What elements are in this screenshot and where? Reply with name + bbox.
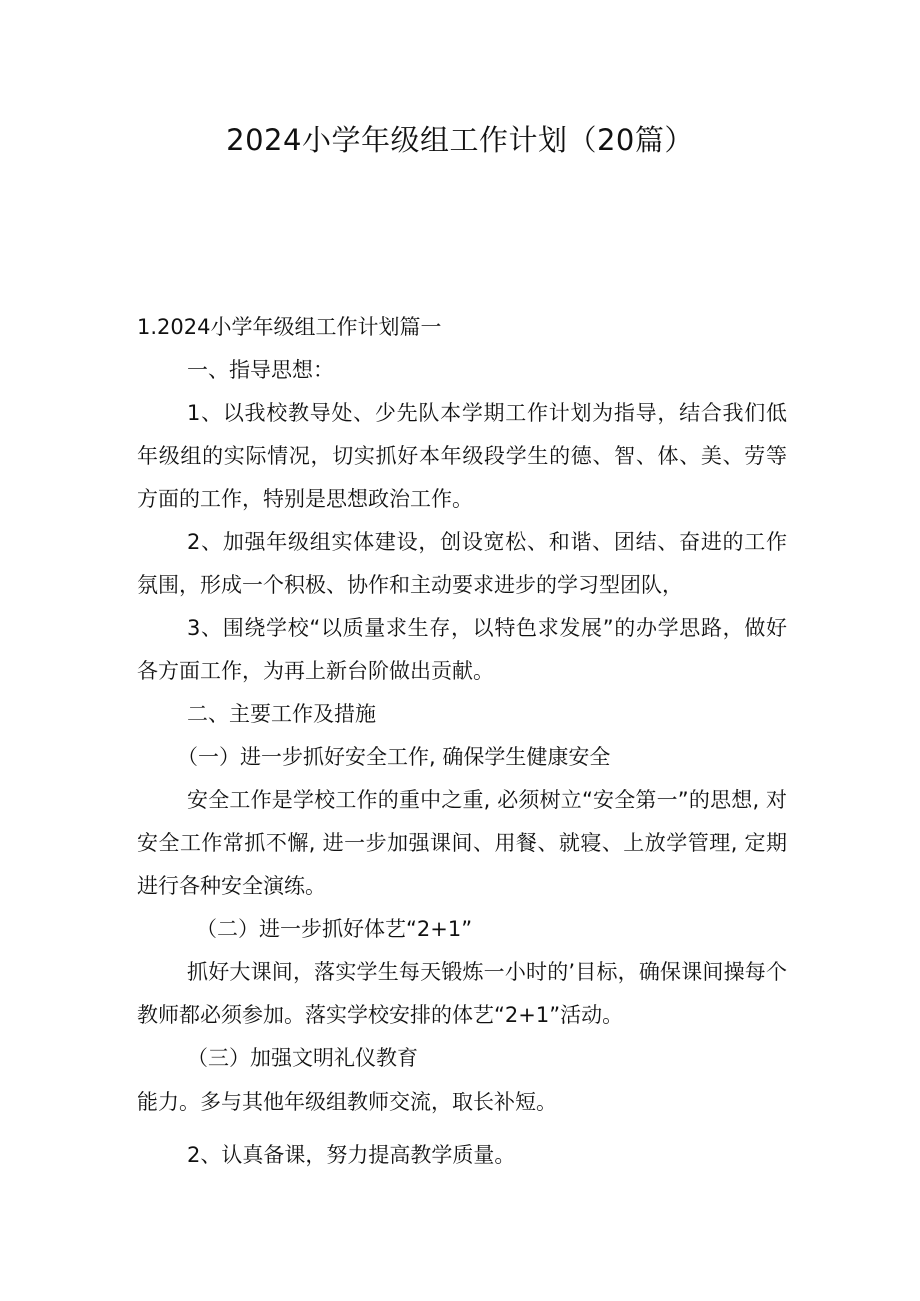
section-heading: 1.2024小学年级组工作计划篇一 xyxy=(137,315,442,339)
subheading-safety: （一）进一步抓好安全工作, 确保学生健康安全 xyxy=(177,745,611,769)
item-2-paragraph: 2、认真备课，努力提高教学质量。 xyxy=(187,1143,516,1167)
guiding-paragraph-1: 1、以我校教导处、少先队本学期工作计划为指导，结合我们低年级组的实际情况，切实抓好本年级段学生的德、智、体、美、劳等方面的工作，特别是思想政治工作。 xyxy=(137,401,787,511)
guiding-paragraph-3: 3、围绕学校“以质量求生存，以特色求发展”的办学思路，做好各方面工作，为再上新台阶做出贡献。 xyxy=(137,616,787,683)
sports-arts-paragraph: 抓好大课间，落实学生每天锻炼一小时的’目标，确保课间操每个教师都必须参加。落实学校安排的体艺“2+1”活动。 xyxy=(137,960,787,1027)
document-title: 2024小学年级组工作计划（20篇） xyxy=(226,123,694,157)
subheading-etiquette: （三）加强文明礼仪教育 xyxy=(187,1046,418,1070)
fragment-paragraph: 能力。多与其他年级组教师交流，取长补短。 xyxy=(137,1090,557,1114)
safety-paragraph: 安全工作是学校工作的重中之重, 必须树立“安全第一”的思想, 对安全工作常抓不懈, 进一步加强课间、用餐、就寝、上放学管理, 定期进行各种安全演练。 xyxy=(137,788,787,898)
subheading-sports-arts: （二）进一步抓好体艺“2+1” xyxy=(196,917,473,941)
guiding-paragraph-2: 2、加强年级组实体建设，创设宽松、和谐、团结、奋进的工作氛围，形成一个积极、协作和主动要求进步的学习型团队， xyxy=(137,530,787,597)
guiding-heading: 一、指导思想： xyxy=(187,358,334,382)
main-heading: 二、主要工作及措施 xyxy=(187,702,376,726)
